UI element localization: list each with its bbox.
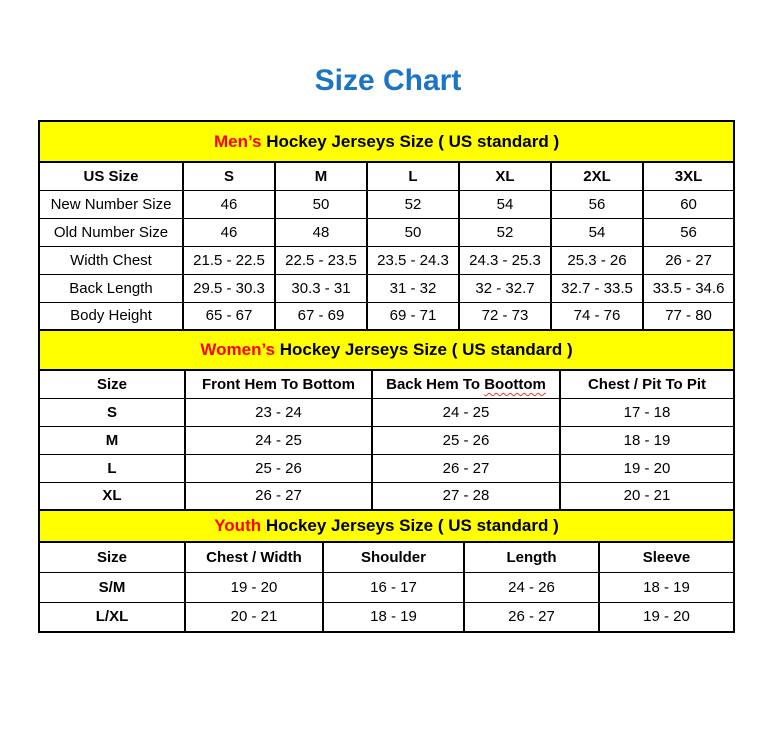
mens-accent-text: Men’s bbox=[213, 131, 262, 151]
table-row bbox=[39, 398, 734, 426]
youth-title-text: Hockey Jerseys Size ( US standard ) bbox=[261, 516, 559, 535]
table-cell: 46 bbox=[183, 190, 275, 218]
table-cell: 24 - 26 bbox=[464, 572, 599, 602]
table-cell: 72 - 73 bbox=[459, 302, 551, 330]
table-cell: 20 - 21 bbox=[185, 602, 323, 632]
table-row bbox=[39, 482, 734, 510]
column-header: M bbox=[275, 162, 367, 190]
table-cell: 25 - 26 bbox=[185, 454, 372, 482]
youth-accent-text: Youth bbox=[214, 516, 262, 535]
table-row bbox=[39, 572, 734, 602]
table-cell: 26 - 27 bbox=[464, 602, 599, 632]
page-title: Size Chart bbox=[314, 64, 462, 97]
table-cell: 48 bbox=[275, 218, 367, 246]
youth-table-title-row bbox=[39, 510, 734, 542]
table-cell: 32 - 32.7 bbox=[459, 274, 551, 302]
table-cell: 24 - 25 bbox=[185, 426, 372, 454]
table-cell: 23.5 - 24.3 bbox=[367, 246, 459, 274]
column-header: S bbox=[183, 162, 275, 190]
table-row bbox=[39, 218, 734, 246]
table-cell: 56 bbox=[643, 218, 734, 246]
column-header: Chest / Width bbox=[185, 542, 323, 572]
column-header: Size bbox=[39, 370, 185, 398]
table-cell: 60 bbox=[643, 190, 734, 218]
row-label: Back Length bbox=[39, 274, 183, 302]
table-cell: 32.7 - 33.5 bbox=[551, 274, 643, 302]
column-header: Chest / Pit To Pit bbox=[560, 370, 734, 398]
youth-size-table bbox=[38, 509, 735, 633]
row-label: XL bbox=[39, 482, 185, 510]
table-cell: 21.5 - 22.5 bbox=[183, 246, 275, 274]
table-cell: 54 bbox=[551, 218, 643, 246]
table-cell: 27 - 28 bbox=[372, 482, 560, 510]
table-cell: 54 bbox=[459, 190, 551, 218]
table-cell: 24.3 - 25.3 bbox=[459, 246, 551, 274]
mens-size-table bbox=[38, 120, 735, 331]
column-header: XL bbox=[459, 162, 551, 190]
table-row bbox=[39, 274, 734, 302]
table-cell: 56 bbox=[551, 190, 643, 218]
column-header-text: Back Hem To bbox=[386, 375, 485, 393]
mens-title-text: Hockey Jerseys Size ( US standard ) bbox=[261, 131, 560, 151]
mens-header-row bbox=[39, 162, 734, 190]
row-label: S/M bbox=[39, 572, 185, 602]
table-cell: 19 - 20 bbox=[599, 602, 734, 632]
youth-header-row bbox=[39, 542, 734, 572]
misspelled-word: Boottom bbox=[484, 375, 546, 393]
mens-table-title-row bbox=[39, 121, 734, 162]
column-header: Front Hem To Bottom bbox=[185, 370, 372, 398]
column-header: US Size bbox=[39, 162, 183, 190]
column-header: Shoulder bbox=[323, 542, 464, 572]
table-cell: 46 bbox=[183, 218, 275, 246]
table-cell: 52 bbox=[367, 190, 459, 218]
table-cell: 52 bbox=[459, 218, 551, 246]
row-label: S bbox=[39, 398, 185, 426]
column-header: Sleeve bbox=[599, 542, 734, 572]
table-cell: 17 - 18 bbox=[560, 398, 734, 426]
table-row bbox=[39, 602, 734, 632]
table-cell: 26 - 27 bbox=[372, 454, 560, 482]
womens-header-row bbox=[39, 370, 734, 398]
mens-table-title bbox=[39, 121, 734, 162]
table-cell: 18 - 19 bbox=[323, 602, 464, 632]
womens-title-text: Hockey Jerseys Size ( US standard ) bbox=[275, 340, 573, 359]
table-cell: 20 - 21 bbox=[560, 482, 734, 510]
table-cell: 29.5 - 30.3 bbox=[183, 274, 275, 302]
table-cell: 31 - 32 bbox=[367, 274, 459, 302]
table-cell: 69 - 71 bbox=[367, 302, 459, 330]
table-cell: 16 - 17 bbox=[323, 572, 464, 602]
table-cell: 30.3 - 31 bbox=[275, 274, 367, 302]
table-cell: 26 - 27 bbox=[185, 482, 372, 510]
row-label: Body Height bbox=[39, 302, 183, 330]
column-header: Size bbox=[39, 542, 185, 572]
table-cell: 25 - 26 bbox=[372, 426, 560, 454]
table-row bbox=[39, 426, 734, 454]
womens-accent-text: Women’s bbox=[200, 340, 275, 359]
table-cell: 22.5 - 23.5 bbox=[275, 246, 367, 274]
youth-table-title bbox=[39, 510, 734, 542]
table-row bbox=[39, 190, 734, 218]
table-cell: 74 - 76 bbox=[551, 302, 643, 330]
row-label: Width Chest bbox=[39, 246, 183, 274]
row-label: L bbox=[39, 454, 185, 482]
row-label: New Number Size bbox=[39, 190, 183, 218]
table-cell: 18 - 19 bbox=[599, 572, 734, 602]
table-cell: 77 - 80 bbox=[643, 302, 734, 330]
row-label: Old Number Size bbox=[39, 218, 183, 246]
womens-size-table bbox=[38, 329, 735, 511]
table-cell: 50 bbox=[275, 190, 367, 218]
table-cell: 24 - 25 bbox=[372, 398, 560, 426]
table-cell: 18 - 19 bbox=[560, 426, 734, 454]
row-label: L/XL bbox=[39, 602, 185, 632]
column-header: Length bbox=[464, 542, 599, 572]
size-chart-page bbox=[0, 64, 776, 633]
table-cell: 23 - 24 bbox=[185, 398, 372, 426]
table-cell: 65 - 67 bbox=[183, 302, 275, 330]
column-header: L bbox=[367, 162, 459, 190]
table-row bbox=[39, 246, 734, 274]
size-tables bbox=[38, 120, 733, 633]
column-header: 3XL bbox=[643, 162, 734, 190]
table-cell: 50 bbox=[367, 218, 459, 246]
womens-table-title-row bbox=[39, 330, 734, 370]
table-row bbox=[39, 454, 734, 482]
column-header bbox=[372, 370, 560, 398]
column-header: 2XL bbox=[551, 162, 643, 190]
table-cell: 25.3 - 26 bbox=[551, 246, 643, 274]
table-cell: 67 - 69 bbox=[275, 302, 367, 330]
table-cell: 19 - 20 bbox=[185, 572, 323, 602]
table-cell: 26 - 27 bbox=[643, 246, 734, 274]
row-label: M bbox=[39, 426, 185, 454]
table-row bbox=[39, 302, 734, 330]
table-cell: 33.5 - 34.6 bbox=[643, 274, 734, 302]
table-cell: 19 - 20 bbox=[560, 454, 734, 482]
womens-table-title bbox=[39, 330, 734, 370]
